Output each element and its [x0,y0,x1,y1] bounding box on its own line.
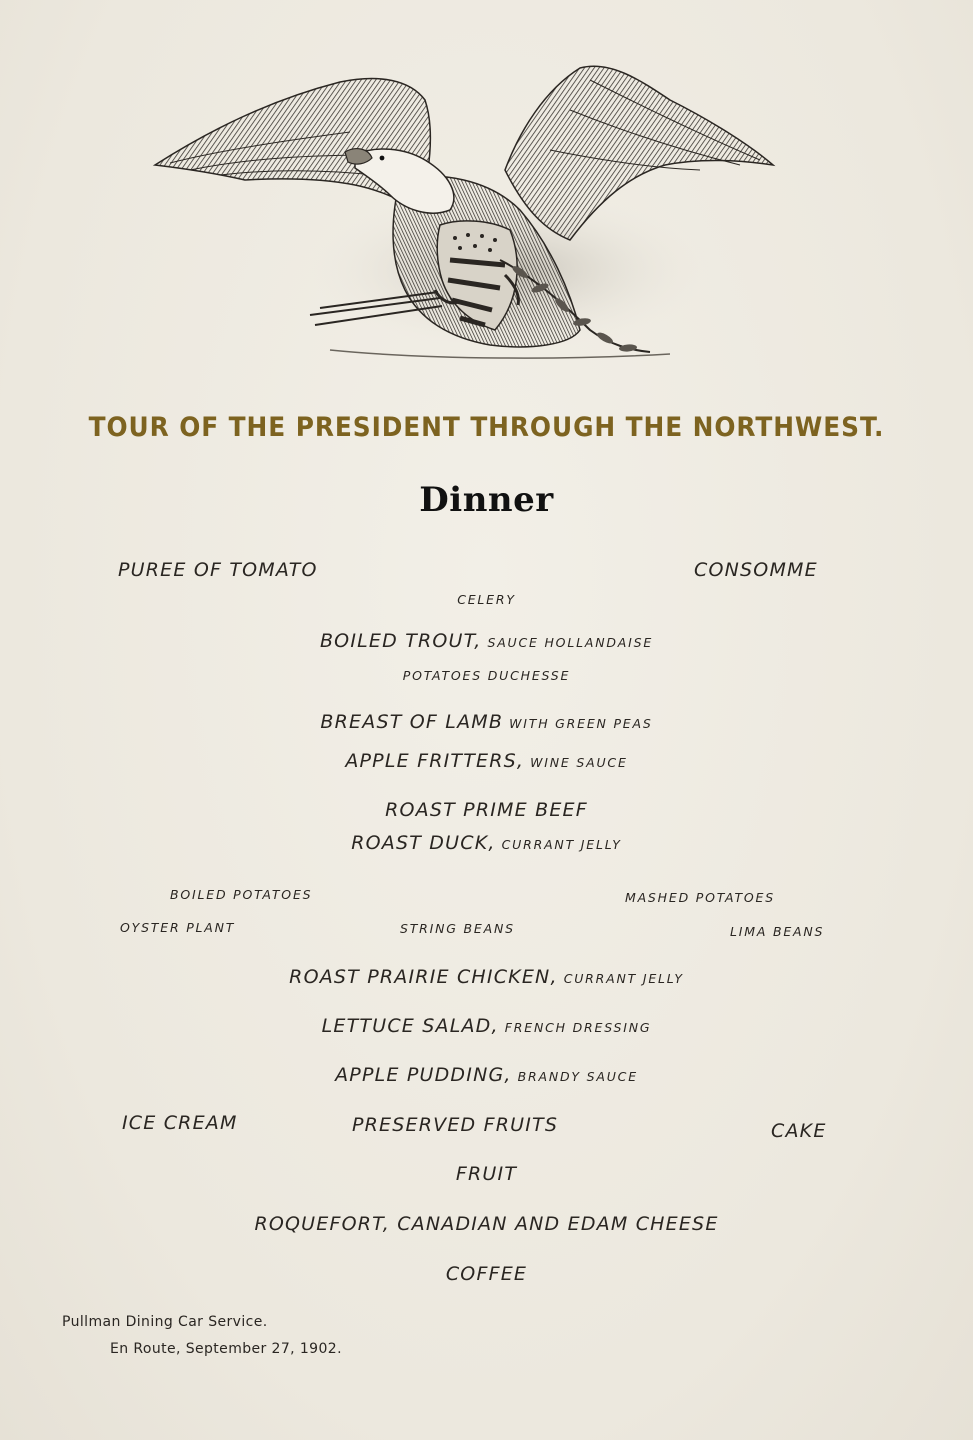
fritters-item: APPLE FRITTERS, [345,750,525,772]
veg-oyster: OYSTER PLANT [120,920,236,935]
salad-item: LETTUCE SALAD, [321,1015,499,1037]
chicken-line [0,966,973,988]
soup-right: CONSOMME [694,559,818,581]
preserved-fruits: PRESERVED FRUITS [352,1114,559,1136]
fish-sauce: SAUCE HOLLANDAISE [487,635,654,650]
fish-side: POTATOES DUCHESSE [402,668,571,683]
veg-lima: LIMA BEANS [730,924,825,939]
soup-left: PUREE OF TOMATO [118,559,318,581]
fritters-sauce: WINE SAUCE [530,755,628,770]
chicken-item: ROAST PRAIRIE CHICKEN, [289,966,558,988]
ice-cream: ICE CREAM [122,1112,238,1134]
lamb-side: WITH GREEN PEAS [509,716,653,731]
fritters-line [0,750,973,772]
salad-line [0,1015,973,1037]
coffee: COFFEE [445,1263,528,1285]
duck-side: CURRANT JELLY [501,837,622,852]
lamb-item: BREAST OF LAMB [320,711,504,733]
beef-item: ROAST PRIME BEEF [385,799,588,821]
salad-dressing: FRENCH DRESSING [504,1020,652,1035]
fruit: FRUIT [455,1163,518,1185]
footer-service: Pullman Dining Car Service. [62,1314,268,1330]
pudding-sauce: BRANDY SAUCE [517,1069,638,1084]
eagle-with-shield-icon [150,60,780,370]
menu-title: TOUR OF THE PRESIDENT THROUGH THE NORTHWEST. [88,412,885,443]
cake: CAKE [771,1120,827,1142]
celery: CELERY [457,592,516,607]
pudding-line [0,1064,973,1086]
veg-boiled: BOILED POTATOES [170,887,313,902]
pudding-item: APPLE PUDDING, [335,1064,512,1086]
chicken-side: CURRANT JELLY [563,971,684,986]
lamb-line [0,711,973,733]
fish-item: BOILED TROUT, [319,630,482,652]
veg-string: STRING BEANS [400,921,515,936]
fish-line [0,630,973,652]
duck-line [0,832,973,854]
veg-mashed: MASHED POTATOES [625,890,775,905]
cheese: ROQUEFORT, CANADIAN AND EDAM CHEESE [254,1213,719,1235]
menu-heading: Dinner [419,480,554,520]
duck-item: ROAST DUCK, [351,832,496,854]
footer-date: En Route, September 27, 1902. [110,1341,342,1357]
